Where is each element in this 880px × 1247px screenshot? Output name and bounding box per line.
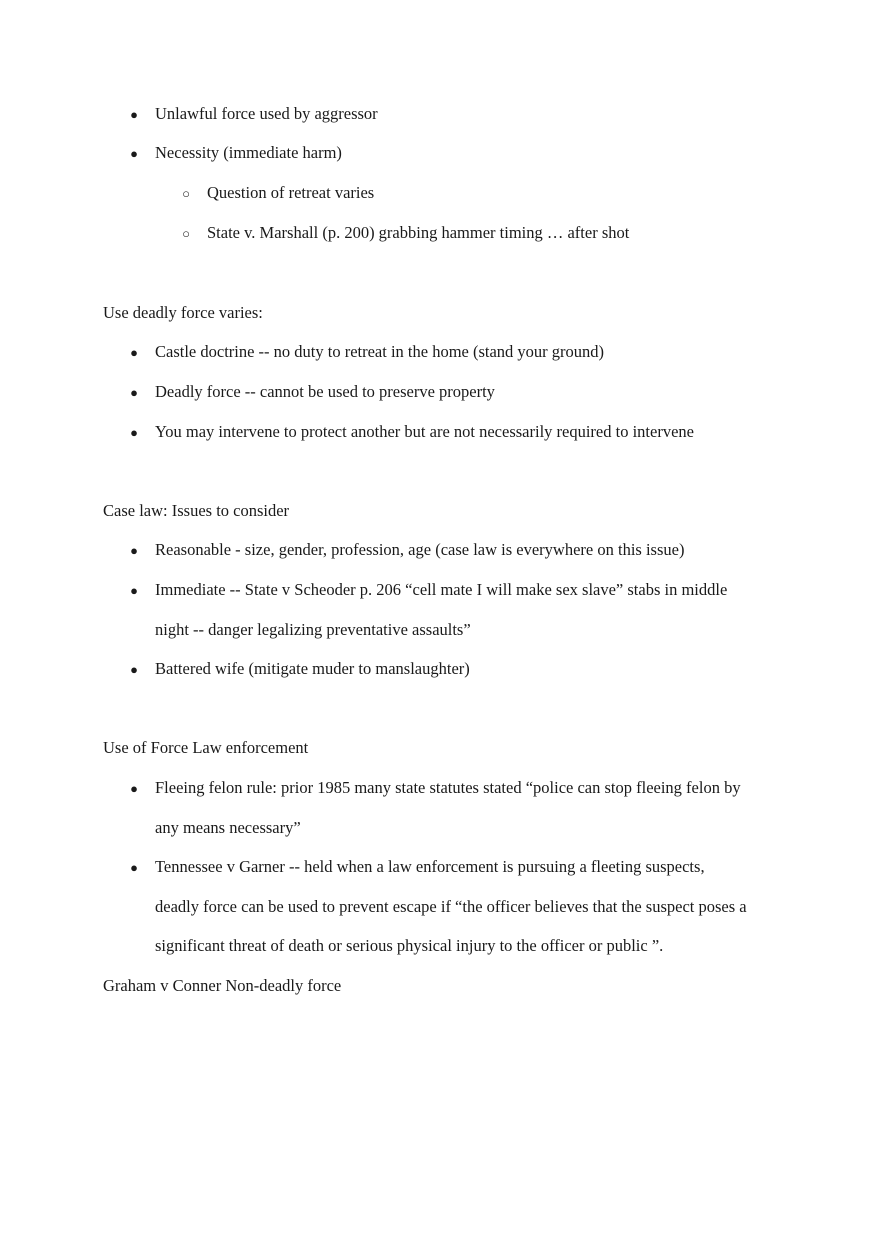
bullet-icon <box>124 343 144 363</box>
bullet-icon <box>124 423 144 443</box>
list-item-continuation: night -- danger legalizing preventative assaults” <box>155 620 471 639</box>
list-item: Immediate -- State v Scheoder p. 206 “cell mate I will make sex slave” stabs in middle <box>155 580 728 599</box>
section-heading: Use of Force Law enforcement <box>103 738 309 757</box>
hollow-bullet-icon <box>176 224 196 244</box>
list-item: Necessity (immediate harm) <box>155 143 342 162</box>
list-item: Unlawful force used by aggressor <box>155 104 378 123</box>
bullet-icon <box>124 541 144 561</box>
bullet-icon <box>124 660 144 680</box>
sub-list-item: Question of retreat varies <box>207 183 375 202</box>
bullet-icon <box>124 383 144 403</box>
section-heading: Case law: Issues to consider <box>103 501 290 520</box>
bullet-icon <box>124 581 144 601</box>
bullet-icon <box>124 779 144 799</box>
list-item-continuation: any means necessary” <box>155 818 301 837</box>
bullet-icon <box>124 858 144 878</box>
list-item: Castle doctrine -- no duty to retreat in the home (stand your ground) <box>155 342 605 361</box>
list-item-continuation: deadly force can be used to prevent escape if “the officer believes that the suspect poses a <box>155 897 747 916</box>
list-item: Tennessee v Garner -- held when a law enforcement is pursuing a fleeting suspects, <box>155 857 705 876</box>
hollow-bullet-icon <box>176 184 196 204</box>
list-item: Fleeing felon rule: prior 1985 many state statutes stated “police can stop fleeing felon by <box>155 778 741 797</box>
bullet-icon <box>124 105 144 125</box>
list-item: You may intervene to protect another but are not necessarily required to intervene <box>155 422 694 441</box>
section-heading: Graham v Conner Non-deadly force <box>103 976 342 995</box>
sub-list-item: State v. Marshall (p. 200) grabbing hammer timing … after shot <box>207 223 630 242</box>
list-item: Battered wife (mitigate muder to manslaughter) <box>155 659 470 678</box>
list-item: Reasonable - size, gender, profession, age (case law is everywhere on this issue) <box>155 540 685 559</box>
list-item: Deadly force -- cannot be used to preserve property <box>155 382 495 401</box>
list-item-continuation: significant threat of death or serious physical injury to the officer or public ”. <box>155 936 664 955</box>
section-heading: Use deadly force varies: <box>103 303 263 322</box>
bullet-icon <box>124 144 144 164</box>
